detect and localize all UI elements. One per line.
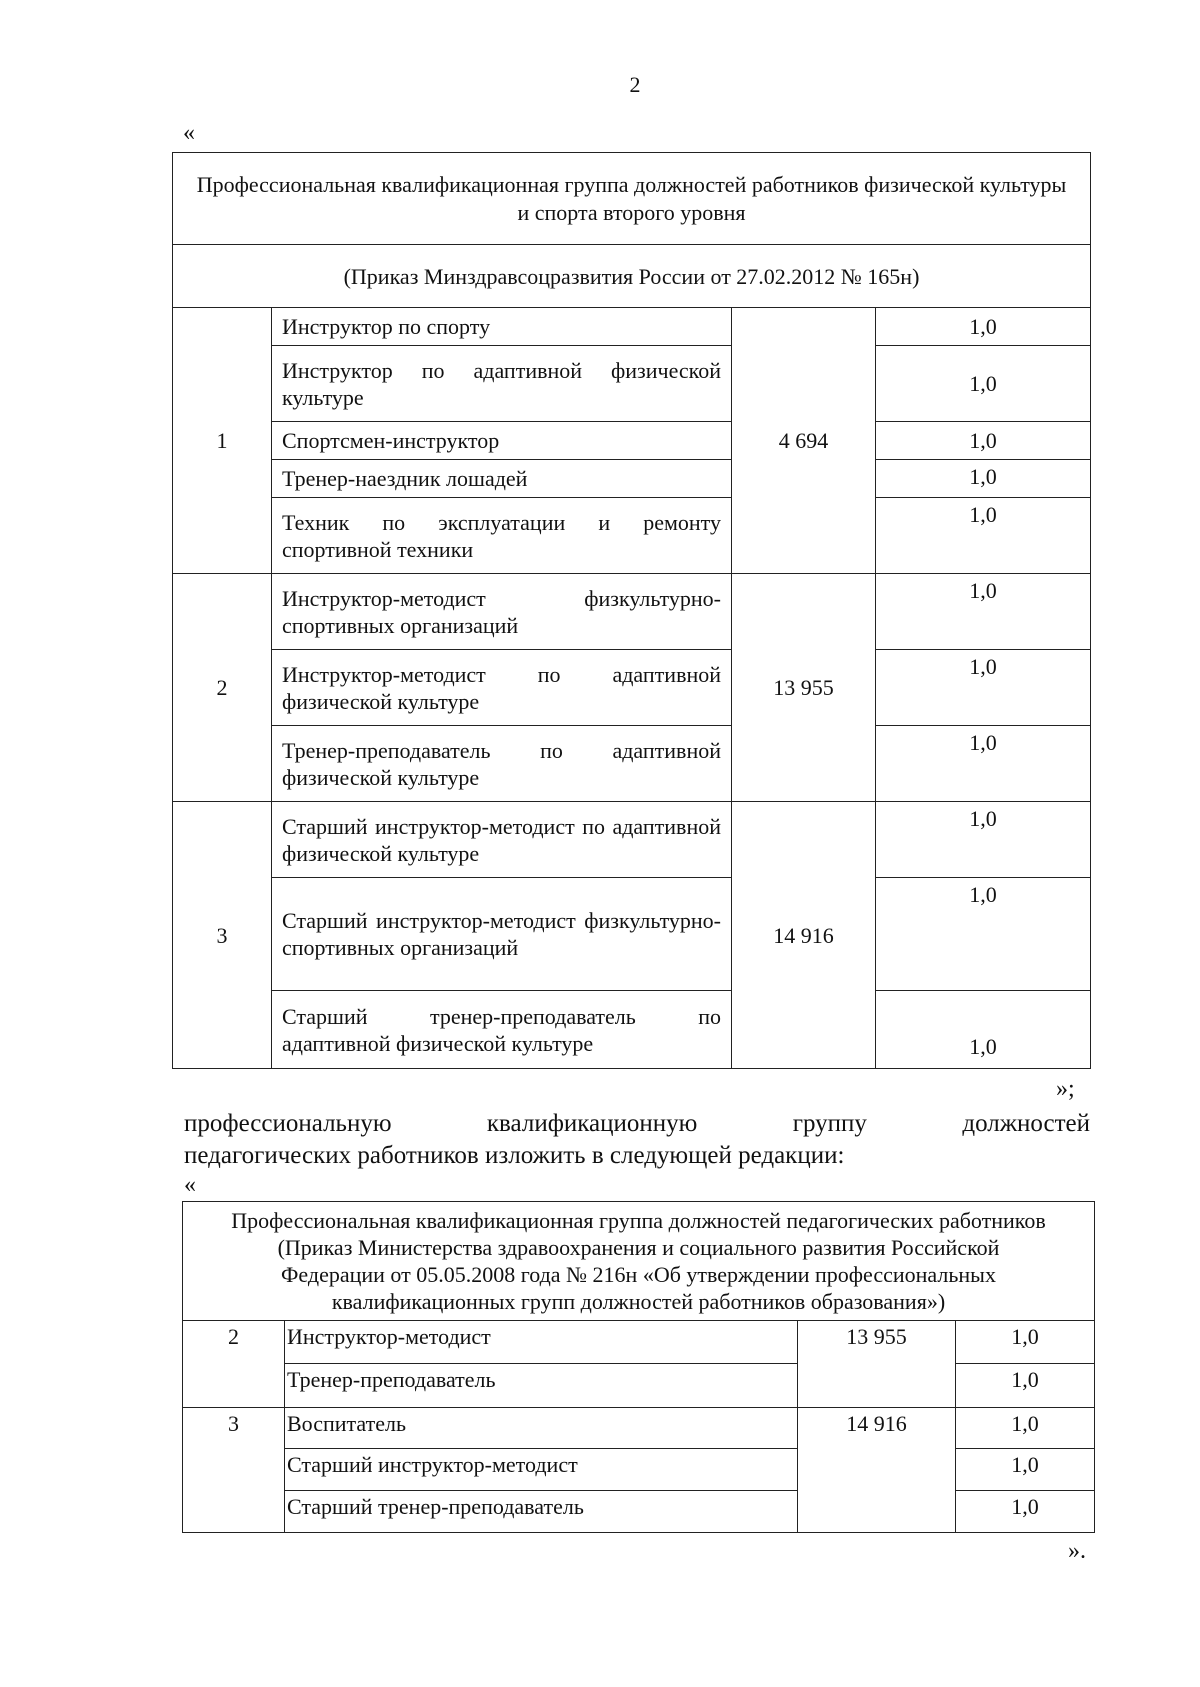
order-reference: (Приказ Минздравсоцразвития России от 27.02.2012 № 165н)	[173, 245, 1091, 308]
coefficient-value: 1,0	[876, 498, 1091, 574]
position-name: Инструктор по спорту	[272, 308, 732, 346]
table-row	[173, 346, 1091, 422]
coefficient-value: 1,0	[956, 1449, 1095, 1491]
table-row	[183, 1491, 1095, 1533]
coefficient-value: 1,0	[876, 726, 1091, 802]
position-name: Тренер-преподаватель по адаптивной физической культуре	[272, 726, 732, 802]
coefficient-value: 1,0	[876, 460, 1091, 498]
qualification-table-pedagogical	[182, 1201, 1095, 1533]
position-name: Инструктор-методист по адаптивной физической культуре	[272, 650, 732, 726]
coefficient-value: 1,0	[876, 991, 1091, 1069]
close-quote: ».	[1068, 1538, 1086, 1564]
paragraph-line: профессиональную квалификационную группу должностей	[184, 1110, 1090, 1137]
salary-value: 4 694	[732, 308, 876, 574]
open-quote: «	[183, 120, 195, 146]
salary-value: 13 955	[732, 574, 876, 802]
coefficient-value: 1,0	[876, 346, 1091, 422]
coefficient-value: 1,0	[956, 1364, 1095, 1408]
table-row	[183, 1408, 1095, 1449]
position-name: Техник по эксплуатации и ремонту спортивной техники	[272, 498, 732, 574]
position-name: Инструктор-методист физкультурно-спортивных организаций	[272, 574, 732, 650]
coefficient-value: 1,0	[876, 422, 1091, 460]
position-name: Воспитатель	[285, 1408, 798, 1449]
position-name: Старший инструктор-методист	[285, 1449, 798, 1491]
open-quote: «	[184, 1172, 196, 1198]
table-row	[173, 878, 1091, 991]
coefficient-value: 1,0	[956, 1321, 1095, 1364]
table-title: Профессиональная квалификационная группа должностей работников физической культуры и спорта второго уровня	[173, 153, 1091, 245]
salary-value: 14 916	[732, 802, 876, 1069]
table-row	[173, 574, 1091, 650]
close-quote: »;	[1056, 1076, 1075, 1102]
table-row	[173, 308, 1091, 346]
position-name: Инструктор по адаптивной физической культуре	[272, 346, 732, 422]
paragraph-line: педагогических работников изложить в следующей редакции:	[184, 1142, 845, 1169]
level-number: 1	[173, 308, 272, 574]
coefficient-value: 1,0	[876, 650, 1091, 726]
coefficient-value: 1,0	[876, 308, 1091, 346]
table-row	[173, 498, 1091, 574]
position-name: Тренер-наездник лошадей	[272, 460, 732, 498]
coefficient-value: 1,0	[876, 878, 1091, 991]
title-line: квалификационных групп должностей работников образования»)	[331, 1289, 946, 1314]
coefficient-value: 1,0	[876, 574, 1091, 650]
title-line: Профессиональная квалификационная группа должностей педагогических работников	[231, 1208, 1046, 1233]
table-title	[183, 1202, 1095, 1321]
table-row	[173, 422, 1091, 460]
position-name: Старший инструктор-методист по адаптивной физической культуре	[272, 802, 732, 878]
table-row	[173, 726, 1091, 802]
qualification-table-sports	[172, 152, 1091, 1069]
coefficient-value: 1,0	[956, 1408, 1095, 1449]
salary-value: 13 955	[798, 1321, 956, 1408]
table-row	[183, 1321, 1095, 1364]
level-number: 2	[183, 1321, 285, 1408]
position-name: Старший тренер-преподаватель	[285, 1491, 798, 1533]
table-row	[173, 650, 1091, 726]
coefficient-value: 1,0	[876, 802, 1091, 878]
page-number: 2	[629, 72, 641, 97]
table-row	[183, 1364, 1095, 1408]
table-row	[173, 802, 1091, 878]
paragraph	[184, 1108, 1090, 1172]
salary-value: 14 916	[798, 1408, 956, 1533]
position-name: Спортсмен-инструктор	[272, 422, 732, 460]
title-line: (Приказ Министерства здравоохранения и социального развития Российской	[277, 1235, 1000, 1260]
position-name: Старший инструктор-методист физкультурно-спортивных организаций	[272, 878, 732, 991]
position-name: Тренер-преподаватель	[285, 1364, 798, 1408]
position-name: Старший тренер-преподаватель по адаптивной физической культуре	[272, 991, 732, 1069]
title-line: Федерации от 05.05.2008 года № 216н «Об утверждении профессиональных	[281, 1262, 996, 1287]
table-row	[173, 991, 1091, 1069]
level-number: 3	[183, 1408, 285, 1533]
level-number: 2	[173, 574, 272, 802]
table-row	[183, 1449, 1095, 1491]
table-row	[173, 460, 1091, 498]
level-number: 3	[173, 802, 272, 1069]
position-name: Инструктор-методист	[285, 1321, 798, 1364]
coefficient-value: 1,0	[956, 1491, 1095, 1533]
